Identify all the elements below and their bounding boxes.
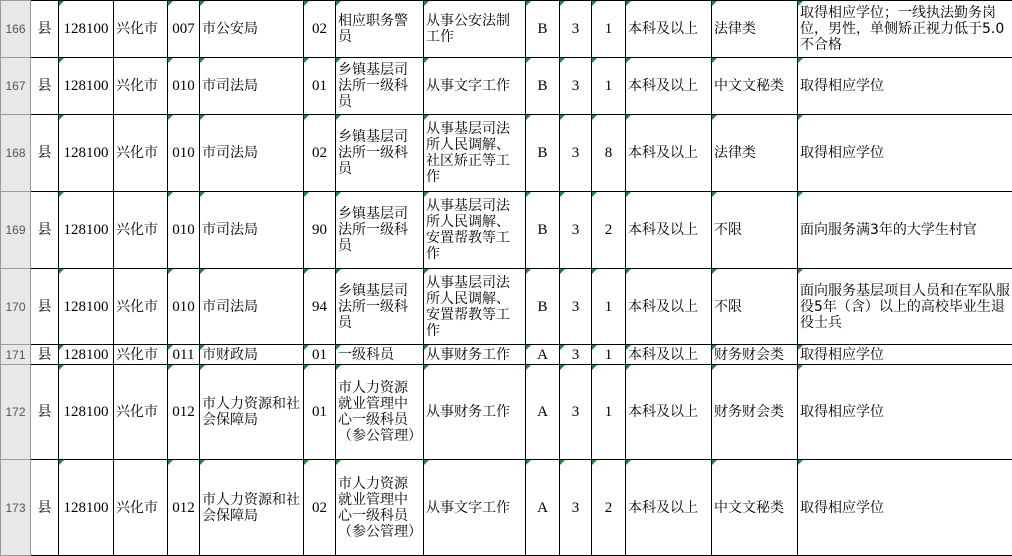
level-cell: 县 [31, 460, 59, 556]
exam-type-cell: 3 [560, 269, 592, 345]
unit-name-cell: 市人力资源和社会保障局 [200, 460, 304, 556]
city-cell: 兴化市 [114, 1, 168, 58]
position-name-cell: 一级科员 [336, 345, 424, 365]
count-cell: 1 [592, 1, 626, 58]
position-code-cell: 02 [304, 115, 336, 192]
level-cell: 县 [31, 58, 59, 115]
code-cell: 128100 [59, 192, 114, 269]
count-cell: 8 [592, 115, 626, 192]
category-cell: B [526, 115, 560, 192]
count-cell: 1 [592, 269, 626, 345]
duties-cell: 从事文字工作 [424, 460, 526, 556]
count-cell: 2 [592, 192, 626, 269]
education-cell: 本科及以上 [626, 365, 712, 460]
education-cell: 本科及以上 [626, 269, 712, 345]
row-number: 168 [1, 115, 31, 192]
position-code-cell: 02 [304, 460, 336, 556]
city-cell: 兴化市 [114, 58, 168, 115]
position-name-cell: 乡镇基层司法所一级科员 [336, 115, 424, 192]
position-code-cell: 02 [304, 1, 336, 58]
major-cell: 不限 [712, 192, 798, 269]
row-number: 170 [1, 269, 31, 345]
other-requirements-cell: 取得相应学位 [798, 365, 1012, 460]
major-cell: 财务财会类 [712, 345, 798, 365]
duties-cell: 从事基层司法所人民调解、安置帮教等工作 [424, 192, 526, 269]
code-cell: 128100 [59, 58, 114, 115]
unit-name-cell: 市司法局 [200, 192, 304, 269]
duties-cell: 从事财务工作 [424, 365, 526, 460]
category-cell: A [526, 460, 560, 556]
position-code-cell: 01 [304, 345, 336, 365]
major-cell: 法律类 [712, 115, 798, 192]
code-cell: 128100 [59, 365, 114, 460]
category-cell: A [526, 365, 560, 460]
row-number: 169 [1, 192, 31, 269]
unit-code-cell: 010 [168, 115, 200, 192]
code-cell: 128100 [59, 1, 114, 58]
category-cell: B [526, 58, 560, 115]
education-cell: 本科及以上 [626, 460, 712, 556]
major-cell: 不限 [712, 269, 798, 345]
table-row [1, 365, 1012, 460]
education-cell: 本科及以上 [626, 345, 712, 365]
other-requirements-cell: 面向服务基层项目人员和在军队服役5年（含）以上的高校毕业生退役士兵 [798, 269, 1012, 345]
table-body [1, 1, 1012, 556]
table-row [1, 115, 1012, 192]
table-row [1, 460, 1012, 556]
education-cell: 本科及以上 [626, 1, 712, 58]
unit-name-cell: 市财政局 [200, 345, 304, 365]
position-code-cell: 94 [304, 269, 336, 345]
unit-code-cell: 010 [168, 192, 200, 269]
other-requirements-cell: 取得相应学位 [798, 460, 1012, 556]
duties-cell: 从事文字工作 [424, 58, 526, 115]
other-requirements-cell: 取得相应学位；一线执法勤务岗位，男性，单侧矫正视力低于5.0不合格 [798, 1, 1012, 58]
exam-type-cell: 3 [560, 58, 592, 115]
duties-cell: 从事基层司法所人民调解、社区矫正等工作 [424, 115, 526, 192]
category-cell: B [526, 192, 560, 269]
level-cell: 县 [31, 1, 59, 58]
other-requirements-cell: 取得相应学位 [798, 345, 1012, 365]
row-number: 166 [1, 1, 31, 58]
education-cell: 本科及以上 [626, 192, 712, 269]
unit-name-cell: 市公安局 [200, 1, 304, 58]
major-cell: 中文文秘类 [712, 460, 798, 556]
code-cell: 128100 [59, 115, 114, 192]
city-cell: 兴化市 [114, 192, 168, 269]
education-cell: 本科及以上 [626, 115, 712, 192]
code-cell: 128100 [59, 345, 114, 365]
table-row [1, 269, 1012, 345]
table-row [1, 1, 1012, 58]
city-cell: 兴化市 [114, 460, 168, 556]
city-cell: 兴化市 [114, 269, 168, 345]
exam-type-cell: 3 [560, 1, 592, 58]
unit-name-cell: 市司法局 [200, 58, 304, 115]
position-name-cell: 市人力资源就业管理中心一级科员（参公管理） [336, 365, 424, 460]
unit-name-cell: 市司法局 [200, 115, 304, 192]
unit-name-cell: 市司法局 [200, 269, 304, 345]
position-code-cell: 90 [304, 192, 336, 269]
unit-code-cell: 010 [168, 269, 200, 345]
major-cell: 财务财会类 [712, 365, 798, 460]
exam-type-cell: 3 [560, 365, 592, 460]
exam-type-cell: 3 [560, 460, 592, 556]
count-cell: 1 [592, 58, 626, 115]
category-cell: B [526, 1, 560, 58]
education-cell: 本科及以上 [626, 58, 712, 115]
count-cell: 1 [592, 345, 626, 365]
row-number: 167 [1, 58, 31, 115]
major-cell: 法律类 [712, 1, 798, 58]
row-number: 172 [1, 365, 31, 460]
position-name-cell: 乡镇基层司法所一级科员 [336, 58, 424, 115]
count-cell: 2 [592, 460, 626, 556]
unit-code-cell: 012 [168, 365, 200, 460]
level-cell: 县 [31, 345, 59, 365]
category-cell: A [526, 345, 560, 365]
level-cell: 县 [31, 269, 59, 345]
row-number: 173 [1, 460, 31, 556]
duties-cell: 从事财务工作 [424, 345, 526, 365]
level-cell: 县 [31, 365, 59, 460]
count-cell: 1 [592, 365, 626, 460]
unit-code-cell: 007 [168, 1, 200, 58]
exam-type-cell: 3 [560, 115, 592, 192]
unit-code-cell: 011 [168, 345, 200, 365]
major-cell: 中文文秘类 [712, 58, 798, 115]
city-cell: 兴化市 [114, 345, 168, 365]
exam-type-cell: 3 [560, 345, 592, 365]
city-cell: 兴化市 [114, 115, 168, 192]
other-requirements-cell: 取得相应学位 [798, 115, 1012, 192]
other-requirements-cell: 面向服务满3年的大学生村官 [798, 192, 1012, 269]
position-name-cell: 乡镇基层司法所一级科员 [336, 192, 424, 269]
level-cell: 县 [31, 115, 59, 192]
position-code-cell: 01 [304, 58, 336, 115]
level-cell: 县 [31, 192, 59, 269]
duties-cell: 从事公安法制工作 [424, 1, 526, 58]
city-cell: 兴化市 [114, 365, 168, 460]
position-name-cell: 市人力资源就业管理中心一级科员（参公管理） [336, 460, 424, 556]
position-name-cell: 乡镇基层司法所一级科员 [336, 269, 424, 345]
table-row [1, 192, 1012, 269]
table-row [1, 58, 1012, 115]
unit-name-cell: 市人力资源和社会保障局 [200, 365, 304, 460]
row-number: 171 [1, 345, 31, 365]
position-name-cell: 相应职务警员 [336, 1, 424, 58]
category-cell: B [526, 269, 560, 345]
unit-code-cell: 012 [168, 460, 200, 556]
table-row [1, 345, 1012, 365]
unit-code-cell: 010 [168, 58, 200, 115]
code-cell: 128100 [59, 269, 114, 345]
position-code-cell: 01 [304, 365, 336, 460]
code-cell: 128100 [59, 460, 114, 556]
other-requirements-cell: 取得相应学位 [798, 58, 1012, 115]
exam-type-cell: 3 [560, 192, 592, 269]
duties-cell: 从事基层司法所人民调解、安置帮教等工作 [424, 269, 526, 345]
